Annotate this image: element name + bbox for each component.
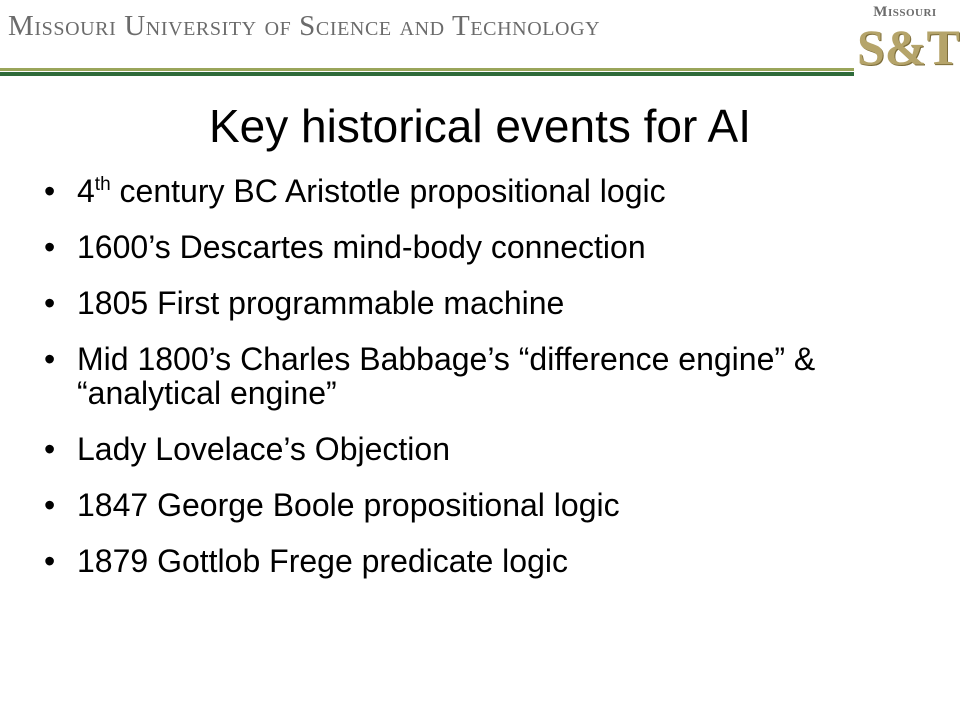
bullet-dot-icon: • <box>44 229 56 265</box>
logo-wordmark: Missouri <box>873 4 937 20</box>
university-banner-title: Missouri University of Science and Technology <box>8 10 601 42</box>
bullet-text: 1847 George Boole propositional logic <box>77 487 620 523</box>
bullet-dot-icon: • <box>44 173 56 209</box>
bullet-text: century BC Aristotle propositional logic <box>110 173 666 209</box>
bullet-text: 1805 First programmable machine <box>77 285 565 321</box>
bullet-text-number: 4 <box>77 173 95 209</box>
bullet-dot-icon: • <box>44 543 56 579</box>
logo-monogram: S&T <box>857 19 960 75</box>
bullet-item <box>44 286 924 320</box>
bullet-text: Lady Lovelace’s Objection <box>77 431 450 467</box>
bullet-item <box>44 342 924 410</box>
slide-title: Key historical events for AI <box>208 100 752 152</box>
header-rule-green <box>0 72 854 76</box>
bullet-dot-icon: • <box>44 285 56 321</box>
bullet-item <box>44 544 924 578</box>
bullet-item <box>44 488 924 522</box>
bullet-text: 1879 Gottlob Frege predicate logic <box>77 543 568 579</box>
bullet-list <box>44 174 924 600</box>
university-logo <box>855 2 960 80</box>
bullet-item <box>44 230 924 264</box>
bullet-item <box>44 432 924 466</box>
bullet-text: 1600’s Descartes mind-body connection <box>77 229 646 265</box>
bullet-dot-icon: • <box>44 431 56 467</box>
bullet-text-superscript: th <box>94 174 111 195</box>
bullet-dot-icon: • <box>44 487 56 523</box>
header-rule-olive <box>0 68 854 71</box>
bullet-item <box>44 174 924 208</box>
bullet-dot-icon: • <box>44 341 56 377</box>
bullet-text: Mid 1800’s Charles Babbage’s “difference engine” & “analytical engine” <box>77 341 816 411</box>
